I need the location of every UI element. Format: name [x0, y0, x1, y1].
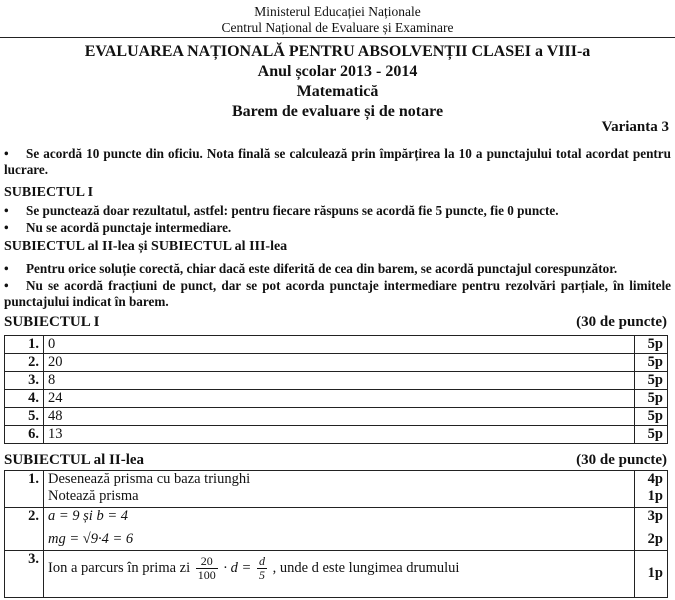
- points-cell: 5p: [635, 336, 668, 354]
- answer-cell: 0: [44, 336, 635, 354]
- fraction-d-5: $\frac{d}{5}$: [258, 554, 265, 582]
- answer-cell: 48: [44, 408, 635, 426]
- table-row: [5, 372, 668, 390]
- section1-title: SUBIECTUL I: [4, 314, 100, 330]
- table-row: [5, 471, 668, 508]
- points-cell: 5p: [635, 354, 668, 372]
- general-bullet-text: Se acordă 10 puncte din oficiu. Nota finală se calculează prin împărțirea la 10 a punctajului total acordat pentru lucrare.: [4, 146, 671, 177]
- answer-cell: 13: [44, 426, 635, 444]
- q1-pts1: 4p: [647, 471, 663, 487]
- answer-cell: 20: [44, 354, 635, 372]
- fraction-20-100: $\frac{20}{100}$: [197, 554, 216, 582]
- q-number: 1.: [5, 471, 44, 508]
- general-bullet: • Se acordă 10 puncte din oficiu. Nota finală se calculează prin împărțirea la 10 a punctajului total acordat pentru lucrare.: [4, 146, 671, 177]
- center-name: Centrul Național de Evaluare și Examinare: [221, 20, 454, 35]
- q-number: 5.: [5, 408, 44, 426]
- q1-line1: Desenează prisma cu baza triunghi: [48, 471, 251, 487]
- q-number: 2.: [5, 508, 44, 551]
- rules-s23-heading: SUBIECTUL al II-lea și SUBIECTUL al III-lea: [4, 239, 288, 254]
- points-cell: 5p: [635, 408, 668, 426]
- q2-line2: mg = √9·4 = 6: [48, 531, 134, 547]
- points-cell: 5p: [635, 426, 668, 444]
- table-row: [5, 408, 668, 426]
- q-number: 3.: [5, 372, 44, 390]
- points-cell: 5p: [635, 390, 668, 408]
- rules-s1-bullet1: • Se punctează doar rezultatul, astfel: pentru fiecare răspuns se acordă fie 5 puncte, fie 0 puncte.: [4, 203, 559, 218]
- q1-pts2: 1p: [647, 488, 663, 504]
- school-year: Anul școlar 2013 - 2014: [257, 63, 418, 80]
- q2-line1: a = 9 și b = 4: [48, 508, 128, 524]
- header-rule: [0, 37, 675, 38]
- section2-table: [4, 470, 668, 598]
- table-row: [5, 551, 668, 598]
- table-row: [5, 336, 668, 354]
- section1-heading: [4, 314, 667, 331]
- exam-title: EVALUAREA NAȚIONALĂ PENTRU ABSOLVENȚII CLASEI a VIII-a: [84, 43, 591, 60]
- variant-label: Varianta 3: [601, 119, 669, 135]
- section2-title: SUBIECTUL al II-lea: [4, 452, 145, 468]
- section1-points: (30 de puncte): [576, 314, 667, 330]
- table-row: [5, 354, 668, 372]
- table-row: [5, 426, 668, 444]
- title-block: [0, 42, 675, 122]
- table-row: [5, 390, 668, 408]
- rules-s23-bullet2: • Nu se acordă fracțiuni de punct, dar se pot acorda punctaje intermediare pentru rezolvări parțiale, în limitele punctajului indicat în barem.: [4, 278, 671, 309]
- doc-type: Barem de evaluare și de notare: [231, 103, 444, 120]
- rules-s1-bullet2: • Nu se acordă punctaje intermediare.: [4, 220, 232, 235]
- q2-pts2: 2p: [647, 531, 663, 547]
- rules-s23-bullet1: • Pentru orice soluție corectă, chiar dacă este diferită de cea din barem, se acordă punctajul corespunzător.: [4, 261, 618, 276]
- section2-points: (30 de puncte): [576, 452, 667, 468]
- answer-cell: 24: [44, 390, 635, 408]
- section2-heading: [4, 452, 667, 469]
- ministry-name: Ministerul Educației Naționale: [254, 4, 421, 19]
- q-number: 4.: [5, 390, 44, 408]
- answer-cell: 8: [44, 372, 635, 390]
- q1-line2: Notează prisma: [48, 488, 139, 504]
- q-number: 3.: [5, 551, 44, 598]
- points-cell: 5p: [635, 372, 668, 390]
- table-row: [5, 508, 668, 551]
- q-number: 2.: [5, 354, 44, 372]
- q2-pts1: 3p: [647, 508, 663, 524]
- rules-s1-heading: SUBIECTUL I: [4, 185, 94, 200]
- subject-title: Matematică: [296, 83, 379, 100]
- q-number: 1.: [5, 336, 44, 354]
- q-number: 6.: [5, 426, 44, 444]
- q3-pts1: 1p: [647, 565, 663, 581]
- section1-table: [4, 335, 668, 444]
- q3-line1: Ion a parcurs în prima zi $\frac{20}{100}$ · d = $\frac{d}{5}$ , unde d este lungimea drumului: [48, 554, 460, 582]
